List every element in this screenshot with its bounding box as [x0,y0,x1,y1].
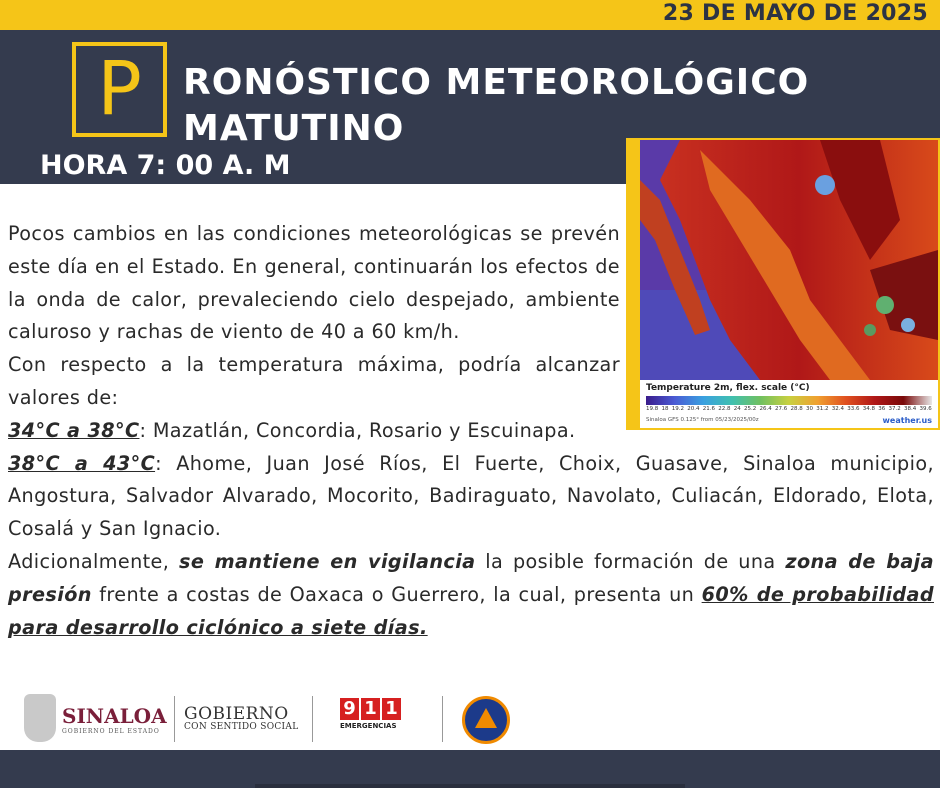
map-source: Sinaloa GFS 0.125° from 05/23/2025/00z [646,417,759,423]
initial-letter: P [97,46,142,132]
top-date-bar [0,0,940,30]
range-1-text: : Mazatlán, Concordia, Rosario y Escuinapa. [139,418,576,442]
digit-9: 9 [340,698,359,720]
legend-value: 20.4 [687,406,700,412]
time-label: HORA 7: 00 A. M [40,150,291,181]
paragraph-range-2 [8,448,934,546]
bottom-bar [0,750,940,788]
legend-value: 30 [806,406,813,412]
triangle-icon [475,708,497,728]
title-line-1: RONÓSTICO METEOROLÓGICO [183,62,810,103]
title-line-2: MATUTINO [183,108,405,149]
range-2-text: : Ahome, Juan José Ríos, El Fuerte, Choix, Guasave, Sinaloa municipio, Angostura, Salvador Alvarado, Mocorito, Badiraguato, Navolato, Culiacán, Eldorado, Elota, Cosalá y San Ignacio. [8,451,934,541]
logo-divider [174,696,175,742]
digit-1: 1 [361,698,380,720]
p5-emphasis-vigilancia: se mantiene en vigilancia [179,549,476,573]
state-shield-icon [24,694,56,742]
proteccion-civil-icon [462,696,510,744]
legend-value: 18 [661,406,669,412]
legend-value: 27.6 [775,406,788,412]
initial-box [72,42,167,137]
paragraph-range-1 [8,415,934,448]
date-label: 23 DE MAYO DE 2025 [662,1,928,26]
legend-value: 33.6 [847,406,860,412]
p5-emphasis-zona: zona de baja presión [8,549,934,606]
legend-value: 39.6 [919,406,932,412]
logo-divider [312,696,313,742]
legend-value: 31.2 [816,406,829,412]
legend-value: 34.8 [862,406,875,412]
sinaloa-logo-text: SINALOA [62,704,167,728]
p5-emphasis-probabilidad: 60% de probabilidad para desarrollo ciclónico a siete días. [8,582,934,639]
emergencias-911-logo [340,698,404,738]
weather-brand: weather.us [882,416,932,425]
sinaloa-logo-subtext: GOBIERNO DEL ESTADO [62,728,160,735]
footer-logos [0,686,520,750]
logo-divider [442,696,443,742]
digit-1b: 1 [382,698,401,720]
p5-text-c: la posible formación de una [475,549,786,573]
p5-text-a: Adicionalmente, [8,549,180,573]
range-2-label: 38°C a 43°C [8,451,156,475]
legend-value: 25.2 [744,406,757,412]
legend-value: 36 [878,406,886,412]
paragraph-conditions: Pocos cambios en las condiciones meteorológicas se prevén este día en el Estado. En general, continuarán los efectos de la onda de calor, prevaleciendo cielo despejado, ambiente caluroso y rachas de viento de 40 a 60 km/h. [8,222,620,344]
paragraph-low-pressure [8,546,934,644]
gobierno-logo-text: GOBIERNO [184,704,289,724]
legend-value: 38.4 [904,406,917,412]
legend-value: 24 [733,406,741,412]
gobierno-logo-subtext: CON SENTIDO SOCIAL [184,722,299,732]
emergencias-label: EMERGENCIAS [340,722,397,730]
bottom-accent-line [255,784,685,788]
p5-text-e: frente a costas de Oaxaca o Guerrero, la cual, presenta un [91,582,702,606]
legend-value: 37.2 [888,406,901,412]
legend-value: 22.8 [718,406,731,412]
legend-value: 19.8 [646,406,659,412]
paragraph-temperature-intro: Con respecto a la temperatura máxima, podría alcanzar valores de: [8,353,620,409]
range-1-label: 34°C a 38°C [8,418,140,442]
legend-value: 28.8 [790,406,803,412]
legend-value: 26.4 [759,406,772,412]
legend-value: 21.6 [702,406,715,412]
forecast-body [8,218,934,644]
legend-title: Temperature 2m, flex. scale (°C) [646,383,810,393]
legend-value: 19.2 [671,406,684,412]
legend-value: 32.4 [831,406,844,412]
